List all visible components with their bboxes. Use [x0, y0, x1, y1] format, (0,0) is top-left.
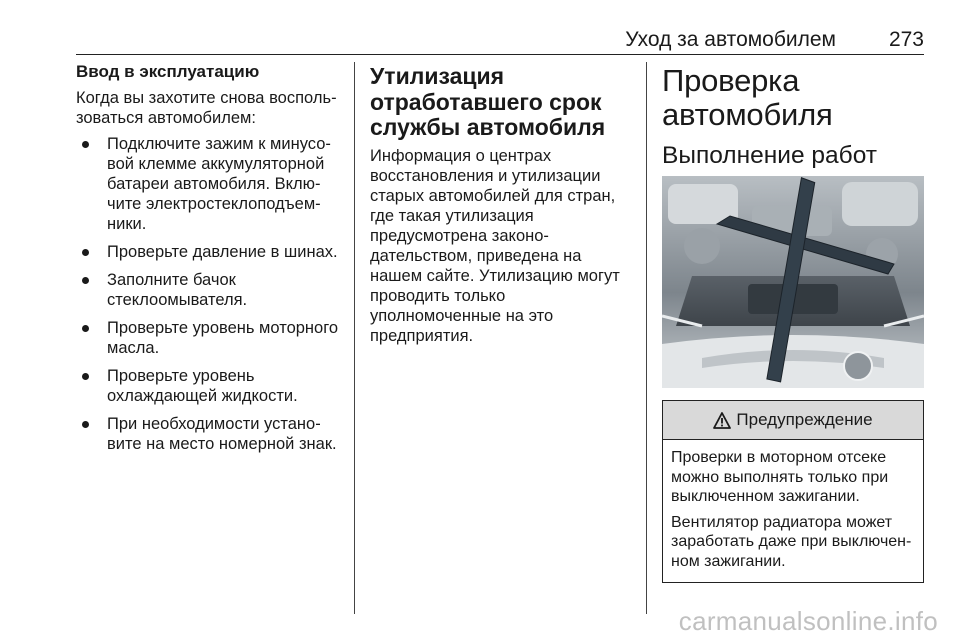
- warning-text: Вентилятор радиатора может заработать даже при выключенном зажигании.: [671, 513, 912, 570]
- warning-box: [662, 400, 924, 583]
- warning-header: [663, 401, 923, 440]
- list-item: Проверьте уровень моторного масла.: [76, 318, 342, 358]
- bullet-list: [76, 134, 342, 454]
- list-item: Проверьте давление в шинах.: [76, 242, 342, 262]
- page-number: 273: [888, 28, 924, 51]
- list-item: Проверьте уровень охлаждающей жидкости.: [76, 366, 342, 406]
- list-item: Заполните бачок стеклоомывателя.: [76, 270, 342, 310]
- chapter-title: Уход за автомобилем: [625, 28, 836, 51]
- list-item: Подключите зажим к минусовой клемме аккумуляторной батареи автомобиля. Включите электростеклоподъемники.: [76, 134, 342, 234]
- bullet-icon: [82, 249, 89, 256]
- column-divider: [646, 62, 647, 614]
- column-divider: [354, 62, 355, 614]
- column-commissioning: [76, 62, 342, 462]
- recycling-text: Информация о центрах восстановления и утилизации старых автомобилей для стран, где такая утилизация предусмотрена законодательством, приведена на нашем сайте. Утилизацию могут проводить только уполномоченные на это предприятия.: [370, 146, 620, 345]
- page-header: [76, 28, 924, 55]
- list-item: При необходимости установите на место номерной знак.: [76, 414, 342, 454]
- column-recycling: [370, 62, 634, 346]
- engine-bay-photo: [662, 176, 924, 388]
- warning-label: Предупреждение: [736, 410, 873, 429]
- bullet-icon: [82, 421, 89, 428]
- bullet-icon: [82, 141, 89, 148]
- warning-triangle-icon: [713, 412, 731, 429]
- intro-text: Когда вы захотите снова воспользоваться автомобилем:: [76, 89, 337, 127]
- bullet-icon: [82, 325, 89, 332]
- section-heading-recycling: Утилизация отработавшего срок службы автомобиля: [370, 63, 606, 140]
- watermark: carmanualsonline.info: [678, 606, 938, 636]
- warning-body: [663, 440, 923, 582]
- column-vehicle-check: [662, 64, 924, 583]
- bullet-icon: [82, 373, 89, 380]
- warning-text: Проверки в моторном отсеке можно выполнять только при выключенном зажигании.: [671, 449, 889, 505]
- chapter-section-title: Проверка автомобиля: [662, 63, 833, 132]
- subsection-title: Выполнение работ: [662, 142, 877, 169]
- section-heading-commissioning: Ввод в эксплуатацию: [76, 62, 260, 81]
- bullet-icon: [82, 277, 89, 284]
